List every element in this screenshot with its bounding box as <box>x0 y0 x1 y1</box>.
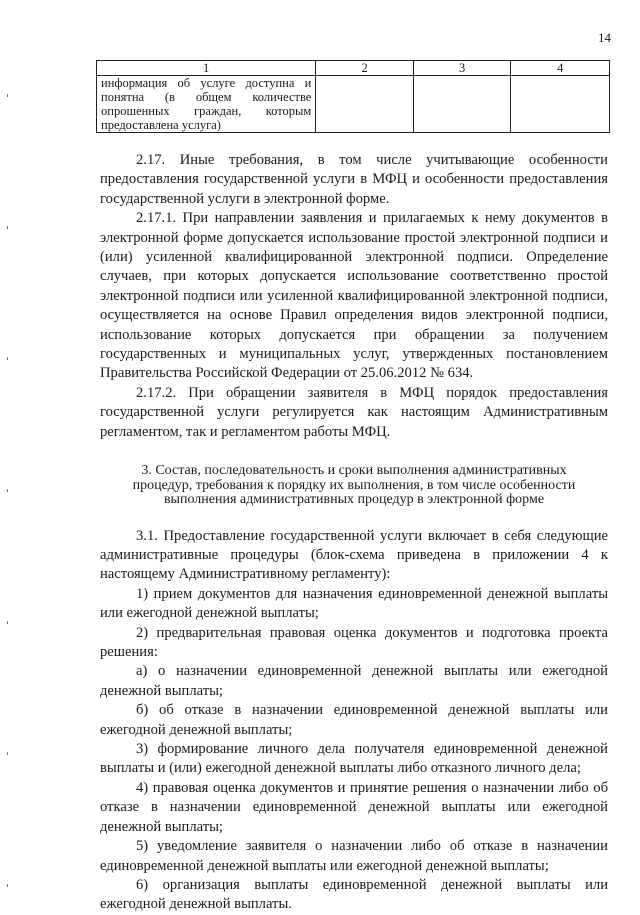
table-header-cell: 2 <box>316 61 414 76</box>
paragraph-3-1: 3.1. Предоставление государственной услуги включает в себя следующие административные процедуры (блок-схема приведена в приложении 4 к настоящему Административному регламенту): <box>100 527 608 583</box>
section-heading: 3. Состав, последовательность и сроки выполнения административных процедур, требования к порядку их выполнения, в том числе особенности выполнения административных процедур в электронной форме <box>132 463 576 508</box>
table-cell <box>511 76 610 133</box>
list-item: 1) прием документов для назначения единовременной денежной выплаты или ежегодной денежной выплаты; <box>100 585 608 622</box>
paragraph-2-17-1: 2.17.1. При направлении заявления и прилагаемых к нему документов в электронной форме допускается использование простой электронной подписи и (или) усиленной квалифицированной электронной подписи. Определение случаев, при которых допускается использование соответственно простой электронной подписи или усиленной квалифицированной электронной подписи, осуществляется на основе Правил определения видов электронной подписи, использование которых допускается при обращении за получением государственных и муниципальных услуг, утвержденных постановлением Правительства Российской Федерации от 25.06.2012 № 634. <box>100 210 608 382</box>
list-item: а) о назначении единовременной денежной выплаты или ежегодной денежной выплаты; <box>100 663 608 699</box>
table-row <box>97 76 610 133</box>
table-header-cell: 3 <box>413 61 511 76</box>
scan-mark: ˈ <box>6 92 10 105</box>
list-item: 3) формирование личного дела получателя единовременной денежной выплаты и (или) ежегодной денежной выплаты либо отказного личного дела; <box>100 741 608 777</box>
table-cell: информация об услуге доступна и понятна (в общем количестве опрошенных граждан, которым предоставлена услуга) <box>97 76 316 133</box>
scan-mark: ˈ <box>6 355 10 368</box>
list-item: 5) уведомление заявителя о назначении либо об отказе в назначении единовременной денежной выплаты или ежегодной денежной выплаты; <box>100 838 608 874</box>
list-item: 4) правовая оценка документов и принятие решения о назначении либо об отказе в назначении единовременной денежной выплаты или ежегодной денежной выплаты; <box>100 779 608 835</box>
table-cell <box>316 76 414 133</box>
scan-mark: ˈ <box>6 882 10 895</box>
paragraph-2-17-2: 2.17.2. При обращении заявителя в МФЦ порядок предоставления государственной услуги регулируется как настоящим Административным регламентом, так и регламентом работы МФЦ. <box>100 384 608 440</box>
table-header-cell: 4 <box>511 61 610 76</box>
scan-mark: ˈ <box>6 224 10 237</box>
document-body <box>100 151 608 915</box>
paragraph-2-17: 2.17. Иные требования, в том числе учитывающие особенности предоставления государственной услуги в МФЦ и особенности предоставления государственной услуги в электронной форме. <box>100 152 608 207</box>
list-item: б) об отказе в назначении единовременной денежной выплаты или ежегодной денежной выплаты; <box>100 702 608 738</box>
list-item: 2) предварительная правовая оценка документов и подготовка проекта решения: <box>100 624 608 661</box>
table-header-cell: 1 <box>97 61 316 76</box>
scan-mark: ˈ <box>6 487 10 500</box>
list-item: 6) организация выплаты единовременной денежной выплаты или ежегодной денежной выплаты. <box>100 876 608 913</box>
scan-mark: ˈ <box>6 750 10 763</box>
scan-mark: ˈ <box>6 619 10 632</box>
page-number: 14 <box>598 30 611 45</box>
table-cell <box>413 76 511 133</box>
table-header-row <box>97 61 610 76</box>
indicators-table <box>96 60 610 133</box>
